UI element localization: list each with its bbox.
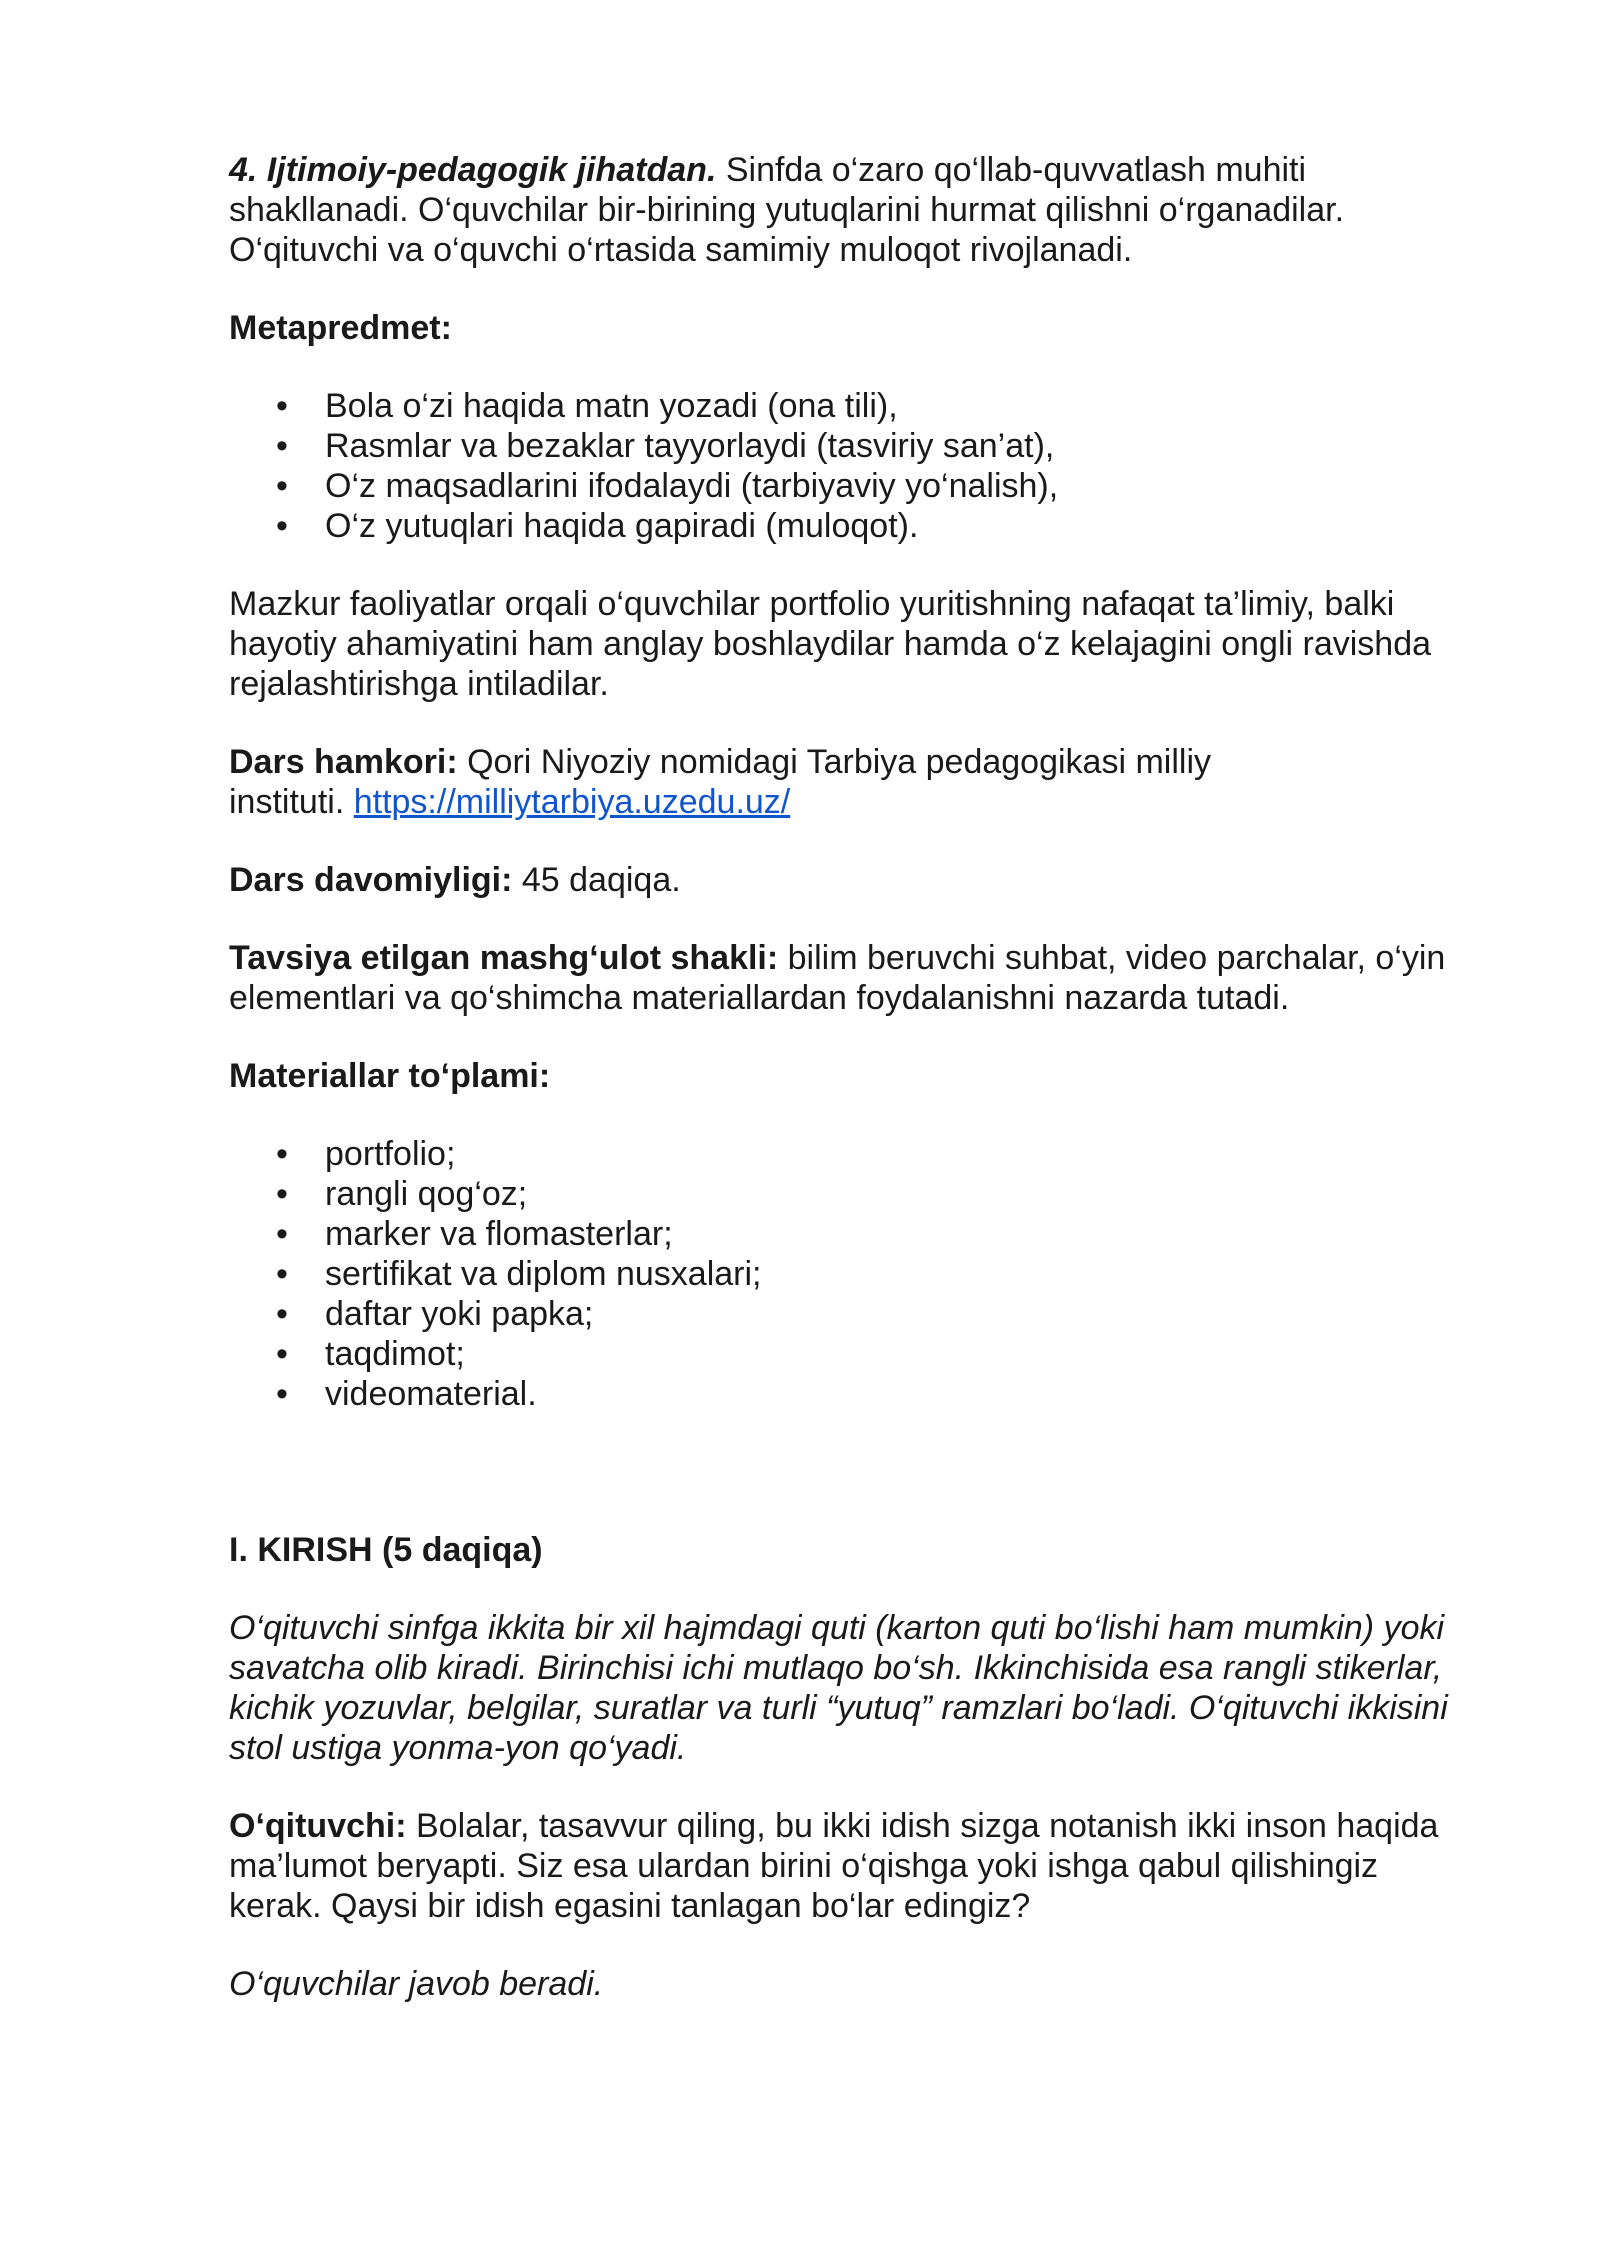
teacher-label: O‘qituvchi:	[229, 1807, 407, 1845]
duration-value: 45 daqiqa.	[512, 861, 681, 899]
bullet-icon: •	[276, 1175, 288, 1213]
list-item	[229, 506, 1490, 546]
list-item-text: O‘z yutuqlari haqida gapiradi (muloqot).	[325, 507, 919, 545]
list-item-text: marker va flomasterlar;	[325, 1215, 673, 1253]
materials-heading: Materiallar to‘plami:	[229, 1057, 551, 1095]
lesson-form	[229, 938, 1490, 1018]
list-item-text: daftar yoki papka;	[325, 1295, 594, 1333]
list-item-text: O‘z maqsadlarini ifodalaydi (tarbiyaviy yo‘nalish),	[325, 467, 1059, 505]
partner-link[interactable]: https://milliytarbiya.uzedu.uz/	[353, 783, 791, 821]
partner-text: Qori Niyoziy nomidagi Tarbiya pedagogikasi milliy	[457, 743, 1212, 781]
paragraph-text: shakllanadi. O‘quvchilar bir-birining yutuqlarini hurmat qilishni o‘rganadilar.	[229, 191, 1345, 229]
form-label: Tavsiya etilgan mashg‘ulot shakli:	[229, 939, 779, 977]
social-pedagogical-paragraph	[229, 150, 1490, 270]
list-item-text: Bola o‘zi haqida matn yozadi (ona tili),	[325, 387, 898, 425]
paragraph-text: Sinfda o‘zaro qo‘llab-quvvatlash muhiti	[716, 151, 1307, 189]
paragraph-text: O‘qituvchi sinfga ikkita bir xil hajmdagi quti (karton quti bo‘lishi ham mumkin) yoki	[229, 1609, 1445, 1647]
metapredmet-list	[229, 386, 1490, 546]
list-item-text: Rasmlar va bezaklar tayyorlaydi (tasviriy san’at),	[325, 427, 1055, 465]
paragraph-text: savatcha olib kiradi. Birinchisi ichi mutlaqo bo‘sh. Ikkinchisida esa rangli stikerlar,	[229, 1649, 1443, 1687]
list-item-text: rangli qog‘oz;	[325, 1175, 528, 1213]
list-item	[229, 426, 1490, 466]
form-text: bilim beruvchi suhbat, video parchalar, o‘yin	[778, 939, 1446, 977]
list-item	[229, 1334, 1490, 1374]
intro-description	[229, 1608, 1490, 1768]
metapredmet-heading: Metapredmet:	[229, 309, 452, 347]
paragraph-text: rejalashtirishga intiladilar.	[229, 665, 609, 703]
list-item	[229, 1174, 1490, 1214]
list-item	[229, 1294, 1490, 1334]
list-item-text: portfolio;	[325, 1135, 456, 1173]
bullet-icon: •	[276, 467, 288, 505]
teacher-speech	[229, 1806, 1490, 1926]
intro-heading: I. KIRISH (5 daqiqa)	[229, 1531, 543, 1569]
bullet-icon: •	[276, 427, 288, 465]
list-item-text: sertifikat va diplom nusxalari;	[325, 1255, 762, 1293]
list-item	[229, 1254, 1490, 1294]
paragraph-lead: 4. Ijtimoiy-pedagogik jihatdan.	[229, 151, 717, 189]
paragraph-text: kichik yozuvlar, belgilar, suratlar va turli “yutuq” ramzlari bo‘ladi. O‘qituvchi ikkisini	[229, 1689, 1448, 1727]
paragraph-text: ma’lumot beryapti. Siz esa ulardan birini o‘qishga yoki ishga qabul qilishingiz	[229, 1847, 1379, 1885]
bullet-icon: •	[276, 1135, 288, 1173]
paragraph-text: stol ustiga yonma-yon qo‘yadi.	[229, 1729, 687, 1767]
bullet-icon: •	[276, 1255, 288, 1293]
paragraph-text: Bolalar, tasavvur qiling, bu ikki idish sizga notanish ikki inson haqida	[406, 1807, 1439, 1845]
partner-label: Dars hamkori:	[229, 743, 458, 781]
list-item	[229, 466, 1490, 506]
duration-label: Dars davomiyligi:	[229, 861, 513, 899]
paragraph-text: hayotiy ahamiyatini ham anglay boshlaydilar hamda o‘z kelajagini ongli ravishda	[229, 625, 1432, 663]
list-item	[229, 386, 1490, 426]
bullet-icon: •	[276, 1375, 288, 1413]
form-text: elementlari va qo‘shimcha materiallardan foydalanishni nazarda tutadi.	[229, 979, 1290, 1017]
paragraph-text: O‘qituvchi va o‘quvchi o‘rtasida samimiy muloqot rivojlanadi.	[229, 231, 1133, 269]
students-answer: O‘quvchilar javob beradi.	[229, 1965, 604, 2003]
materials-list	[229, 1134, 1490, 1414]
bullet-icon: •	[276, 1215, 288, 1253]
partner-text: instituti.	[229, 783, 354, 821]
list-item-text: videomaterial.	[325, 1375, 537, 1413]
list-item-text: taqdimot;	[325, 1335, 465, 1373]
list-item	[229, 1134, 1490, 1174]
bullet-icon: •	[276, 387, 288, 425]
paragraph-text: Mazkur faoliyatlar orqali o‘quvchilar portfolio yuritishning nafaqat ta’limiy, balki	[229, 585, 1395, 623]
lesson-duration	[229, 860, 1490, 900]
bullet-icon: •	[276, 1295, 288, 1333]
paragraph-text: kerak. Qaysi bir idish egasini tanlagan bo‘lar edingiz?	[229, 1887, 1031, 1925]
activities-paragraph	[229, 584, 1490, 704]
bullet-icon: •	[276, 1335, 288, 1373]
list-item	[229, 1374, 1490, 1414]
lesson-partner	[229, 742, 1490, 822]
section-spacer	[229, 1452, 1490, 1530]
list-item	[229, 1214, 1490, 1254]
bullet-icon: •	[276, 507, 288, 545]
